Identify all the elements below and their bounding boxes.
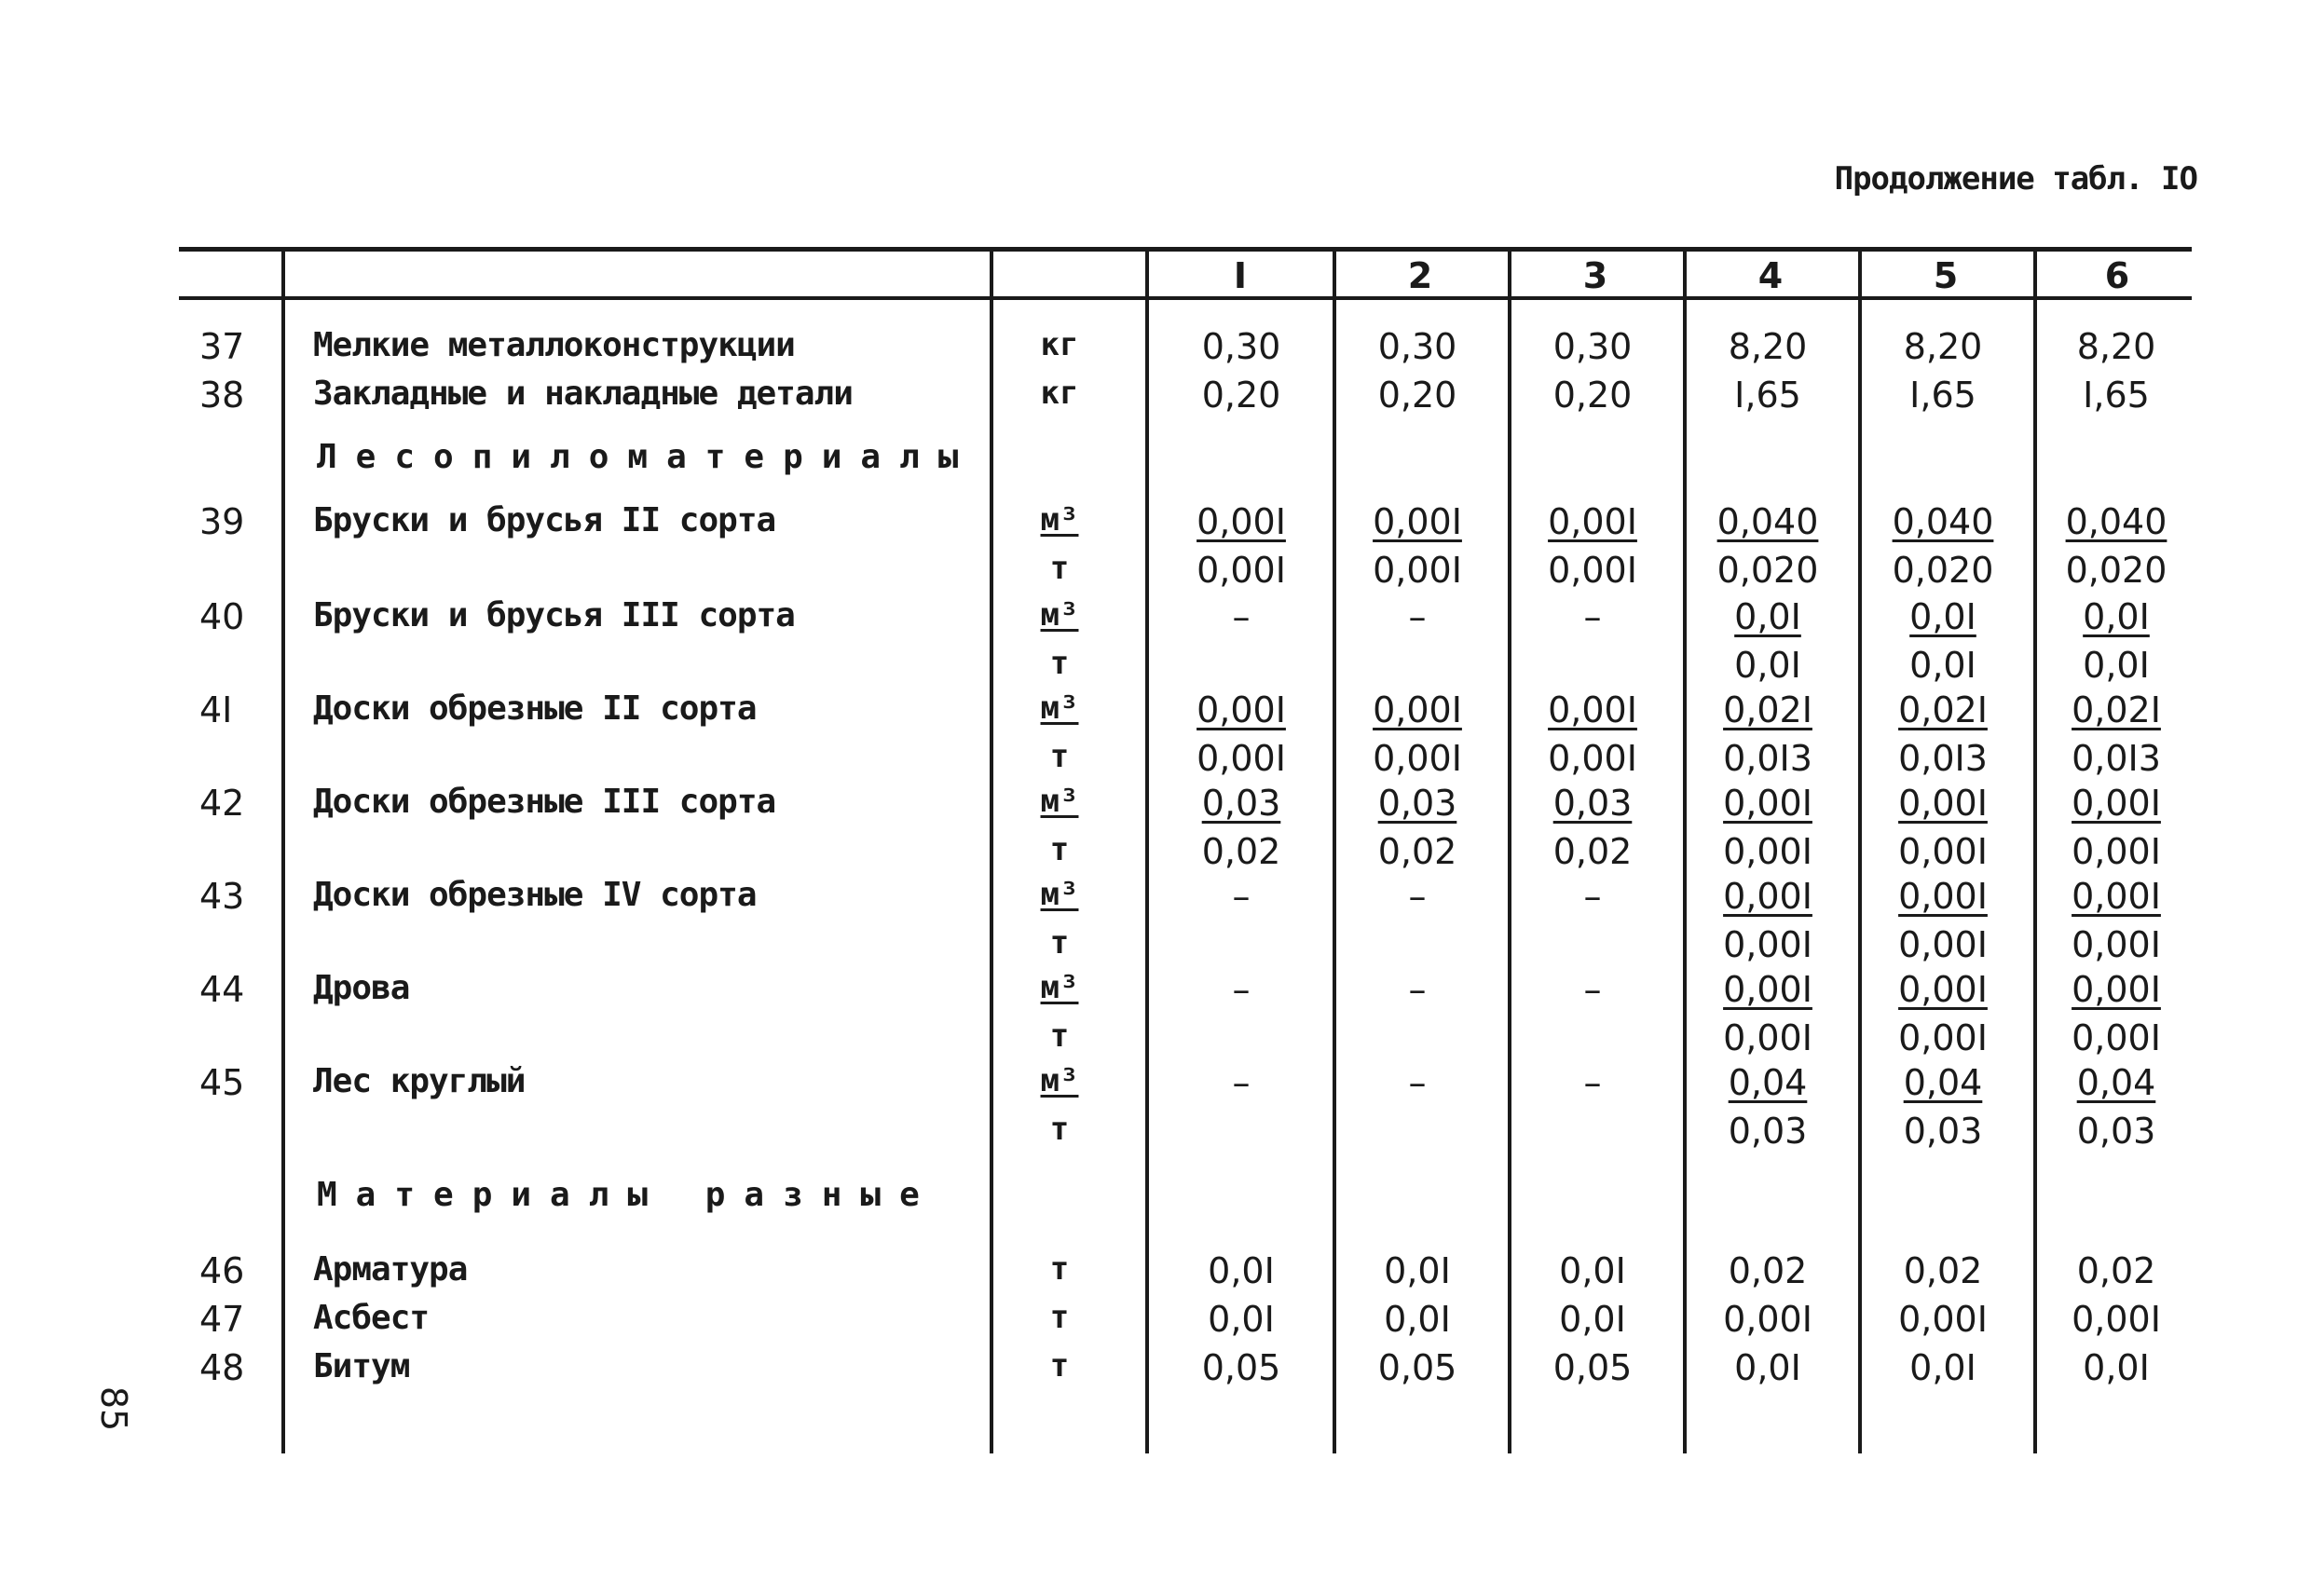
value-cell: 0,00I bbox=[2072, 876, 2161, 917]
table-subrow bbox=[0, 738, 2311, 784]
value-cell: 0,00I bbox=[2072, 924, 2161, 965]
table-row bbox=[0, 783, 2311, 829]
unit-cell: м³ bbox=[1040, 1062, 1079, 1099]
table-row bbox=[0, 1062, 2311, 1109]
table-subrow bbox=[0, 645, 2311, 691]
value-cell: – bbox=[1583, 876, 1602, 917]
value-cell: – bbox=[1232, 876, 1251, 917]
value-cell: 0,00I bbox=[1723, 876, 1812, 917]
value-cell: 0,0I bbox=[1734, 1347, 1801, 1388]
material-name: Доски обрезные IV сорта bbox=[313, 876, 757, 914]
value-cell: I,65 bbox=[2083, 375, 2150, 416]
value-cell: 0,03 bbox=[2076, 1111, 2156, 1152]
unit-cell: т bbox=[1049, 1250, 1070, 1288]
column-header-6: 6 bbox=[2104, 255, 2130, 296]
unit-cell: кг bbox=[1040, 326, 1079, 363]
value-cell: 0,0I bbox=[1734, 596, 1801, 637]
unit-cell: т bbox=[1049, 831, 1070, 868]
value-cell: – bbox=[1408, 596, 1427, 637]
value-cell: 0,0I bbox=[1559, 1299, 1626, 1340]
material-name: Лес круглый bbox=[313, 1062, 526, 1100]
table-row bbox=[0, 876, 2311, 922]
column-header-4: 4 bbox=[1757, 255, 1784, 296]
column-header-3: 3 bbox=[1582, 255, 1608, 296]
value-cell: 0,0I3 bbox=[1898, 738, 1988, 779]
value-cell: 0,00I bbox=[1373, 738, 1462, 779]
value-cell: 0,02 bbox=[1728, 1250, 1808, 1291]
material-name: Асбест bbox=[313, 1299, 430, 1337]
value-cell: 0,00I bbox=[1898, 969, 1988, 1010]
page-number: 85 bbox=[93, 1385, 135, 1432]
row-number: 37 bbox=[199, 326, 245, 367]
row-number: 47 bbox=[199, 1299, 245, 1340]
material-name: Битум bbox=[313, 1347, 410, 1385]
value-cell: 0,040 bbox=[2065, 501, 2167, 542]
value-cell: I,65 bbox=[1734, 375, 1801, 416]
value-cell: 0,02 bbox=[1201, 831, 1281, 872]
table-row bbox=[0, 1299, 2311, 1345]
table-row bbox=[0, 501, 2311, 548]
value-cell: 0,20 bbox=[1552, 375, 1633, 416]
value-cell: 0,00I bbox=[1898, 1299, 1988, 1340]
value-cell: 0,0I bbox=[2083, 645, 2150, 686]
value-cell: 0,00I bbox=[1723, 783, 1812, 824]
value-cell: 0,00I bbox=[1548, 689, 1637, 730]
value-cell: 0,0I bbox=[2083, 596, 2150, 637]
value-cell: 0,30 bbox=[1552, 326, 1633, 367]
table-continuation-caption: Продолжение табл. IO bbox=[1834, 160, 2197, 198]
value-cell: 0,30 bbox=[1377, 326, 1457, 367]
value-cell: 0,0I bbox=[1909, 596, 1976, 637]
value-cell: 0,0I bbox=[1734, 645, 1801, 686]
value-cell: 0,0I bbox=[1208, 1299, 1275, 1340]
value-cell: 0,00I bbox=[2072, 969, 2161, 1010]
value-cell: 0,02 bbox=[1903, 1250, 1983, 1291]
column-header-1: I bbox=[1233, 255, 1248, 296]
value-cell: 0,00I bbox=[1898, 876, 1988, 917]
value-cell: 0,05 bbox=[1552, 1347, 1633, 1388]
material-name: Доски обрезные II сорта bbox=[313, 689, 757, 728]
row-number: 45 bbox=[199, 1062, 245, 1103]
section-heading: Лесопиломатериалы bbox=[317, 438, 978, 476]
value-cell: – bbox=[1408, 969, 1427, 1010]
value-cell: 0,05 bbox=[1377, 1347, 1457, 1388]
value-cell: 8,20 bbox=[2076, 326, 2156, 367]
value-cell: 0,03 bbox=[1377, 783, 1457, 824]
value-cell: – bbox=[1408, 1062, 1427, 1103]
value-cell: 0,02 bbox=[2076, 1250, 2156, 1291]
value-cell: 0,02I bbox=[1723, 689, 1812, 730]
value-cell: 0,0I bbox=[1909, 1347, 1976, 1388]
value-cell: 0,00I bbox=[1197, 550, 1286, 591]
unit-cell: т bbox=[1049, 1347, 1070, 1385]
table-subrow bbox=[0, 831, 2311, 878]
value-cell: 0,0I bbox=[1559, 1250, 1626, 1291]
value-cell: 0,30 bbox=[1201, 326, 1281, 367]
material-name: Бруски и брусья II сорта bbox=[313, 501, 776, 539]
value-cell: 0,0I bbox=[1384, 1250, 1451, 1291]
value-cell: 0,00I bbox=[1373, 550, 1462, 591]
unit-cell: т bbox=[1049, 924, 1070, 962]
value-cell: 0,040 bbox=[1716, 501, 1819, 542]
unit-cell: м³ bbox=[1040, 596, 1079, 634]
value-cell: 0,00I bbox=[1898, 831, 1988, 872]
row-number: 38 bbox=[199, 375, 245, 416]
value-cell: 0,03 bbox=[1903, 1111, 1983, 1152]
value-cell: 0,00I bbox=[1898, 924, 1988, 965]
value-cell: 0,02 bbox=[1552, 831, 1633, 872]
value-cell: 0,0I3 bbox=[1723, 738, 1812, 779]
value-cell: 0,0I3 bbox=[2072, 738, 2161, 779]
value-cell: 0,00I bbox=[1548, 738, 1637, 779]
value-cell: 0,0I bbox=[1208, 1250, 1275, 1291]
value-cell: 0,02I bbox=[2072, 689, 2161, 730]
value-cell: 0,040 bbox=[1892, 501, 1994, 542]
table-row bbox=[0, 326, 2311, 373]
value-cell: 0,00I bbox=[1197, 689, 1286, 730]
value-cell: 0,05 bbox=[1201, 1347, 1281, 1388]
material-name: Доски обрезные III сорта bbox=[313, 783, 776, 821]
value-cell: 0,03 bbox=[1728, 1111, 1808, 1152]
unit-cell: м³ bbox=[1040, 783, 1079, 820]
row-number: 48 bbox=[199, 1347, 245, 1388]
unit-cell: т bbox=[1049, 645, 1070, 682]
unit-cell: т bbox=[1049, 738, 1070, 775]
row-number: 44 bbox=[199, 969, 245, 1010]
value-cell: 0,00I bbox=[2072, 1017, 2161, 1058]
table-subrow bbox=[0, 924, 2311, 971]
row-number: 40 bbox=[199, 596, 245, 637]
value-cell: 0,00I bbox=[1723, 1017, 1812, 1058]
value-cell: 0,02 bbox=[1377, 831, 1457, 872]
value-cell: 0,00I bbox=[1548, 550, 1637, 591]
section-heading-row bbox=[0, 1176, 2311, 1222]
value-cell: – bbox=[1232, 1062, 1251, 1103]
value-cell: 0,00I bbox=[2072, 1299, 2161, 1340]
value-cell: – bbox=[1583, 596, 1602, 637]
unit-cell: т bbox=[1049, 1017, 1070, 1055]
value-cell: – bbox=[1408, 876, 1427, 917]
value-cell: 0,00I bbox=[1197, 738, 1286, 779]
value-cell: 0,020 bbox=[1716, 550, 1819, 591]
value-cell: 0,00I bbox=[1548, 501, 1637, 542]
material-name: Бруски и брусья III сорта bbox=[313, 596, 795, 634]
value-cell: 0,00I bbox=[1898, 1017, 1988, 1058]
section-heading: Материалы разные bbox=[317, 1176, 938, 1214]
value-cell: 0,00I bbox=[2072, 831, 2161, 872]
value-cell: 0,00I bbox=[1723, 1299, 1812, 1340]
value-cell: 0,0I bbox=[1384, 1299, 1451, 1340]
value-cell: 0,04 bbox=[1728, 1062, 1808, 1103]
unit-cell: т bbox=[1049, 1299, 1070, 1336]
unit-cell: т bbox=[1049, 550, 1070, 587]
row-number: 43 bbox=[199, 876, 245, 917]
value-cell: 0,00I bbox=[1723, 831, 1812, 872]
table-row bbox=[0, 1347, 2311, 1394]
value-cell: 0,02I bbox=[1898, 689, 1988, 730]
value-cell: 0,00I bbox=[1723, 924, 1812, 965]
unit-cell: кг bbox=[1040, 375, 1079, 412]
unit-cell: т bbox=[1049, 1111, 1070, 1148]
row-number: 42 bbox=[199, 783, 245, 824]
column-header-5: 5 bbox=[1933, 255, 1959, 296]
value-cell: 0,00I bbox=[1197, 501, 1286, 542]
value-cell: 0,0I bbox=[1909, 645, 1976, 686]
row-number: 39 bbox=[199, 501, 245, 542]
value-cell: 0,04 bbox=[2076, 1062, 2156, 1103]
unit-cell: м³ bbox=[1040, 969, 1079, 1006]
table-row bbox=[0, 969, 2311, 1016]
table-row bbox=[0, 1250, 2311, 1297]
table-row bbox=[0, 596, 2311, 643]
table-row bbox=[0, 375, 2311, 421]
material-name: Дрова bbox=[313, 969, 410, 1007]
value-cell: 0,00I bbox=[1898, 783, 1988, 824]
table-subrow bbox=[0, 1111, 2311, 1157]
value-cell: 0,03 bbox=[1552, 783, 1633, 824]
value-cell: – bbox=[1583, 969, 1602, 1010]
unit-cell: м³ bbox=[1040, 876, 1079, 913]
unit-cell: м³ bbox=[1040, 689, 1079, 727]
value-cell: – bbox=[1232, 596, 1251, 637]
value-cell: 0,00I bbox=[2072, 783, 2161, 824]
section-heading-row bbox=[0, 438, 2311, 484]
table-subrow bbox=[0, 550, 2311, 596]
value-cell: 8,20 bbox=[1728, 326, 1808, 367]
value-cell: 0,00I bbox=[1373, 501, 1462, 542]
value-cell: 0,0I bbox=[2083, 1347, 2150, 1388]
row-number: 46 bbox=[199, 1250, 245, 1291]
value-cell: 0,00I bbox=[1373, 689, 1462, 730]
value-cell: 0,03 bbox=[1201, 783, 1281, 824]
unit-cell: м³ bbox=[1040, 501, 1079, 539]
material-name: Закладные и накладные детали bbox=[313, 375, 853, 413]
value-cell: – bbox=[1232, 969, 1251, 1010]
value-cell: 8,20 bbox=[1903, 326, 1983, 367]
value-cell: 0,04 bbox=[1903, 1062, 1983, 1103]
column-header-2: 2 bbox=[1407, 255, 1433, 296]
value-cell: 0,020 bbox=[1892, 550, 1994, 591]
row-number: 4I bbox=[199, 689, 233, 730]
value-cell: I,65 bbox=[1909, 375, 1976, 416]
material-name: Арматура bbox=[313, 1250, 468, 1289]
table-row bbox=[0, 689, 2311, 736]
table-subrow bbox=[0, 1017, 2311, 1064]
material-name: Мелкие металлоконструкции bbox=[313, 326, 795, 364]
value-cell: 0,20 bbox=[1377, 375, 1457, 416]
value-cell: 0,00I bbox=[1723, 969, 1812, 1010]
value-cell: – bbox=[1583, 1062, 1602, 1103]
value-cell: 0,20 bbox=[1201, 375, 1281, 416]
value-cell: 0,020 bbox=[2065, 550, 2167, 591]
